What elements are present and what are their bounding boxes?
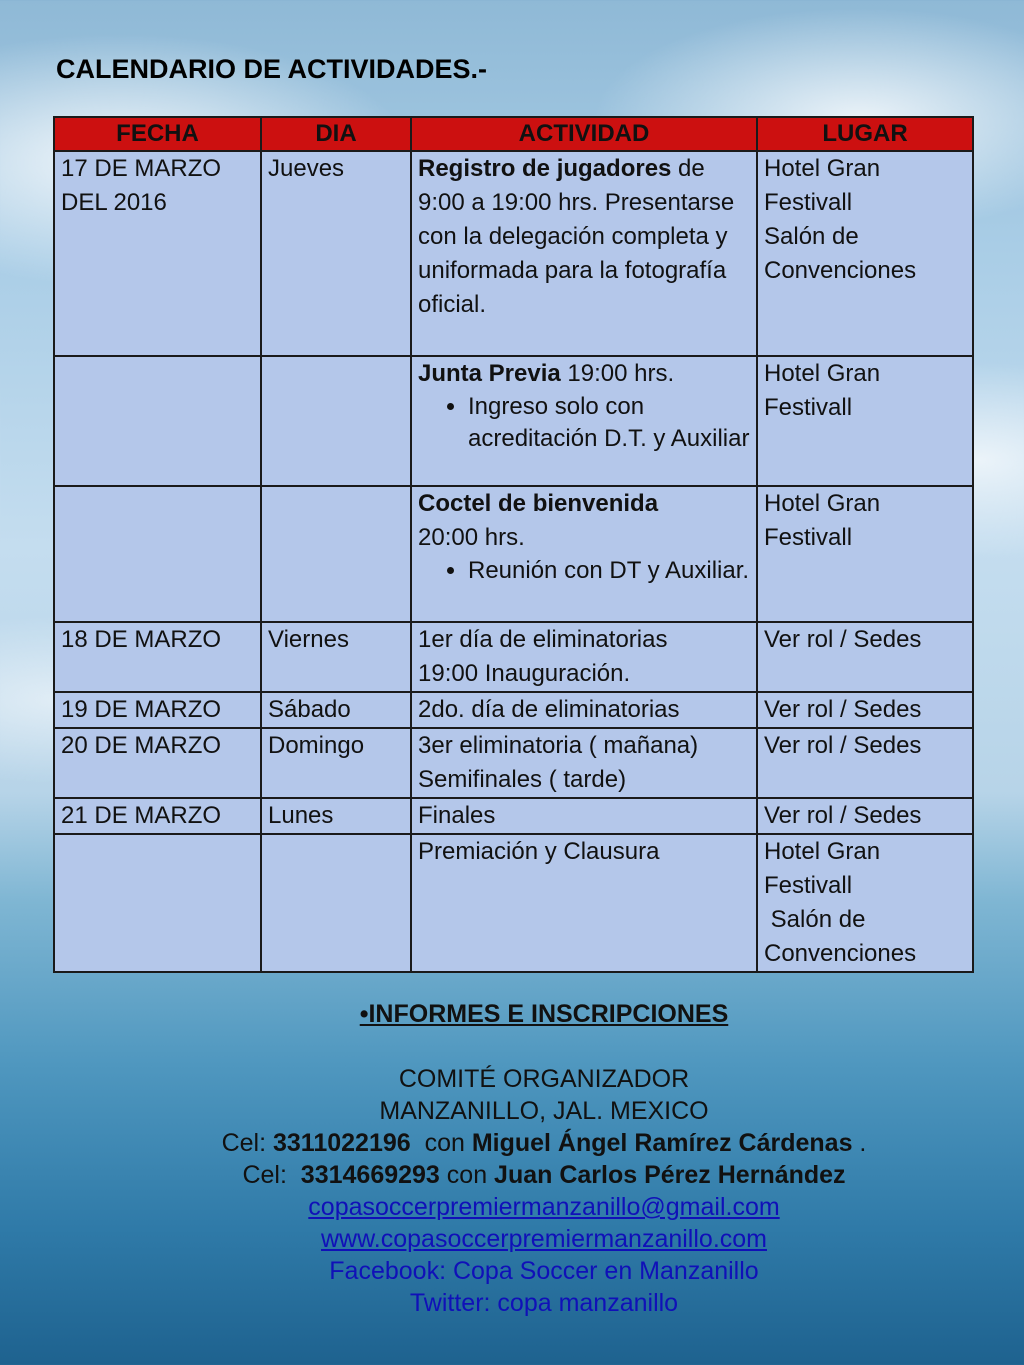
header-lugar: LUGAR — [757, 117, 973, 151]
cell-dia: Jueves — [261, 151, 411, 356]
schedule-table — [53, 116, 974, 973]
lugar-line: Convenciones — [764, 257, 917, 284]
cell-actividad: 2do. día de eliminatorias — [411, 692, 757, 728]
cell-actividad — [411, 151, 757, 356]
table-row — [54, 834, 973, 972]
contact-suffix: . — [852, 1129, 867, 1157]
activity-line: Semifinales ( tarde) — [418, 766, 627, 793]
activity-title: Junta Previa — [418, 360, 561, 387]
cell-lugar: Ver rol / Sedes — [757, 692, 973, 728]
cell-dia: Domingo — [261, 728, 411, 798]
cell-lugar — [757, 356, 973, 486]
activity-bullets — [418, 555, 750, 587]
lugar-line: Festivall — [764, 394, 853, 421]
activity-title: Coctel de bienvenida — [418, 490, 659, 517]
contact-name: Juan Carlos Pérez Hernández — [494, 1161, 846, 1189]
cell-dia — [261, 486, 411, 622]
cell-fecha: 19 DE MARZO — [54, 692, 261, 728]
activity-line: 3er eliminatoria ( mañana) — [418, 732, 699, 759]
table-row — [54, 728, 973, 798]
cell-dia: Lunes — [261, 798, 411, 834]
contact-section — [0, 998, 1024, 1319]
contact-phone: 3311022196 — [273, 1129, 411, 1157]
contact-line-1 — [0, 1127, 1024, 1159]
cell-fecha: 21 DE MARZO — [54, 798, 261, 834]
contact-connector: con — [410, 1129, 472, 1157]
cell-actividad — [411, 356, 757, 486]
table-row — [54, 622, 973, 692]
fecha-line: 17 DE MARZO — [61, 155, 222, 182]
cell-dia — [261, 356, 411, 486]
cell-lugar: Ver rol / Sedes — [757, 798, 973, 834]
cell-actividad: Premiación y Clausura — [411, 834, 757, 972]
fecha-line: DEL 2016 — [61, 189, 167, 216]
lugar-line: Hotel Gran — [764, 838, 881, 865]
cell-dia: Viernes — [261, 622, 411, 692]
cell-lugar: Ver rol / Sedes — [757, 622, 973, 692]
cell-lugar — [757, 151, 973, 356]
cell-dia: Sábado — [261, 692, 411, 728]
activity-text: de 9:00 a 19:00 hrs. Presentarse con la delegación completa y uniformada para la fotografía oficial. — [418, 155, 735, 318]
header-fecha: FECHA — [54, 117, 261, 151]
cell-fecha — [54, 486, 261, 622]
bullet-item: • Ingreso solo con acreditación D.T. y Auxiliar — [468, 391, 750, 455]
lugar-line: Salón de — [764, 906, 866, 933]
cell-actividad — [411, 622, 757, 692]
lugar-line: Hotel Gran — [764, 360, 881, 387]
cell-dia — [261, 834, 411, 972]
table-row — [54, 151, 973, 356]
table-row — [54, 798, 973, 834]
contact-prefix: Cel: — [221, 1129, 273, 1157]
cell-lugar — [757, 834, 973, 972]
twitter-label: Twitter: copa manzanillo — [409, 1289, 679, 1317]
activity-title: Registro de jugadores — [418, 155, 672, 182]
email-link[interactable]: copasoccerpremiermanzanillo@gmail.com — [308, 1193, 780, 1221]
cell-fecha — [54, 834, 261, 972]
contact-phone: 3314669293 — [300, 1161, 440, 1189]
lugar-line: Salón de — [764, 223, 859, 250]
bullet-item: • Reunión con DT y Auxiliar. — [468, 555, 750, 587]
cell-fecha: 18 DE MARZO — [54, 622, 261, 692]
table-row — [54, 356, 973, 486]
contact-name: Miguel Ángel Ramírez Cárdenas — [471, 1129, 853, 1157]
activity-line: 1er día de eliminatorias — [418, 626, 668, 653]
cell-actividad: Finales — [411, 798, 757, 834]
info-title: •INFORMES E INSCRIPCIONES — [359, 1000, 729, 1028]
header-dia: DIA — [261, 117, 411, 151]
lugar-line: Festivall — [764, 189, 853, 216]
lugar-line: Festivall — [764, 872, 853, 899]
lugar-line: Hotel Gran — [764, 155, 881, 182]
activity-text: 20:00 hrs. — [418, 524, 525, 551]
website-link[interactable]: www.copasoccerpremiermanzanillo.com — [321, 1225, 767, 1253]
activity-line: 19:00 Inauguración. — [418, 660, 631, 687]
header-actividad: ACTIVIDAD — [411, 117, 757, 151]
activity-text: 19:00 hrs. — [560, 360, 675, 387]
cell-lugar: Ver rol / Sedes — [757, 728, 973, 798]
contact-line-2 — [0, 1159, 1024, 1191]
contact-prefix: Cel: — [242, 1161, 301, 1189]
cell-actividad — [411, 728, 757, 798]
table-header-row — [54, 117, 973, 151]
page-title: CALENDARIO DE ACTIVIDADES.- — [56, 54, 488, 84]
committee-label: COMITÉ ORGANIZADOR — [398, 1065, 690, 1093]
cell-fecha: 20 DE MARZO — [54, 728, 261, 798]
lugar-line: Festivall — [764, 524, 853, 551]
table-row — [54, 486, 973, 622]
table-row — [54, 692, 973, 728]
cell-actividad — [411, 486, 757, 622]
cell-fecha — [54, 356, 261, 486]
activity-bullets — [418, 391, 750, 455]
lugar-line: Convenciones — [764, 940, 917, 967]
contact-connector: con — [439, 1161, 495, 1189]
cell-lugar — [757, 486, 973, 622]
lugar-line: Hotel Gran — [764, 490, 881, 517]
location-label: MANZANILLO, JAL. MEXICO — [379, 1097, 709, 1125]
cell-fecha — [54, 151, 261, 356]
facebook-label: Facebook: Copa Soccer en Manzanillo — [329, 1257, 759, 1285]
